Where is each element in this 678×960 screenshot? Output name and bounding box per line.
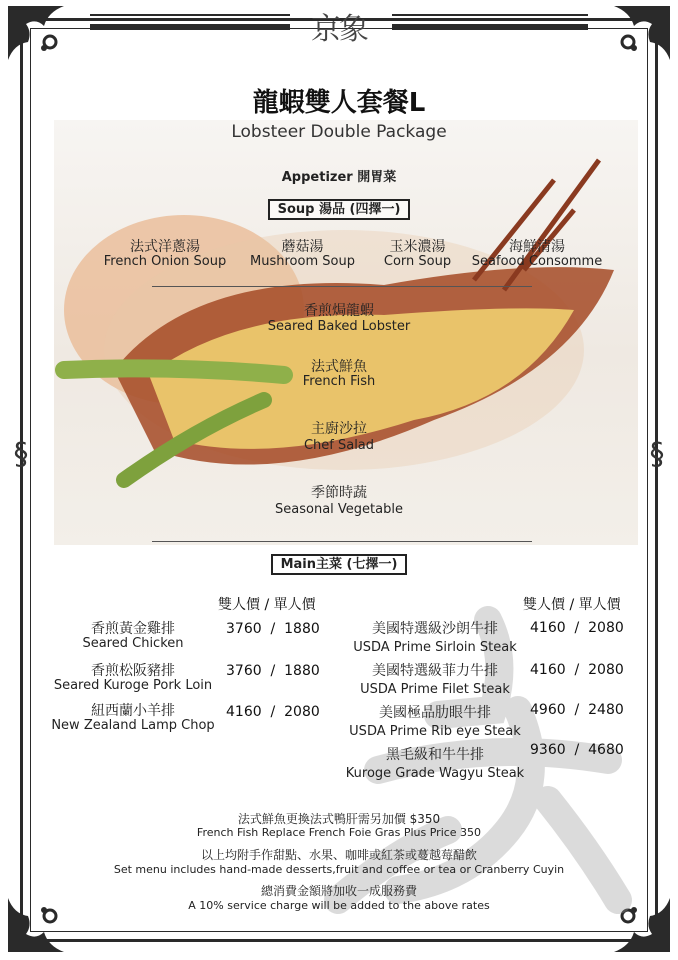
side-scroll-ornament-right: § xyxy=(649,437,665,472)
top-bar-right xyxy=(392,24,588,30)
soup-1-zh: 法式洋蔥湯 xyxy=(130,239,200,255)
main-left-1-en: Seared Chicken xyxy=(82,636,184,651)
soup-heading: Soup 湯品 (四擇一) xyxy=(268,199,411,220)
appetizer-label: Appetizer 開胃菜 xyxy=(281,170,397,185)
menu-title-zh: 龍蝦雙人套餐L xyxy=(252,88,426,118)
main-heading-wrap xyxy=(0,553,678,572)
main-left-3-zh: 紐西蘭小羊排 xyxy=(91,703,175,719)
main-right-1-zh: 美國特選級沙朗牛排 xyxy=(372,621,498,637)
course-4-zh: 季節時蔬 xyxy=(311,485,367,501)
soup-2-en: Mushroom Soup xyxy=(250,254,355,269)
main-right-2-zh: 美國特選級菲力牛排 xyxy=(372,663,498,679)
soup-2-zh: 蘑菇湯 xyxy=(281,239,324,255)
main-left-2-price: 3760 / 1880 xyxy=(226,663,320,679)
course-3-en: Chef Salad xyxy=(303,438,375,453)
side-scroll-ornament-left: § xyxy=(13,437,29,472)
main-right-4-en: Kuroge Grade Wagyu Steak xyxy=(345,766,525,781)
main-left-1-zh: 香煎黃金雞排 xyxy=(91,621,175,637)
main-right-2-price: 4160 / 2080 xyxy=(530,662,624,678)
divider-soup xyxy=(152,286,532,287)
main-left-1-price: 3760 / 1880 xyxy=(226,621,320,637)
main-left-2-zh: 香煎松阪豬排 xyxy=(91,663,175,679)
note-1-zh: 法式鮮魚更換法式鴨肝需另加價 $350 xyxy=(237,812,441,826)
note-1-en: French Fish Replace French Foie Gras Plus Price 350 xyxy=(196,826,482,839)
main-left-3-en: New Zealand Lamp Chop xyxy=(51,718,215,733)
main-right-4-price: 9360 / 4680 xyxy=(530,742,624,758)
note-3-zh: 總消費金額將加收一成服務費 xyxy=(260,884,417,898)
course-2-zh: 法式鮮魚 xyxy=(311,359,367,375)
main-right-3-zh: 美國極品肋眼牛排 xyxy=(379,705,491,721)
main-left-2-en: Seared Kuroge Pork Loin xyxy=(53,678,213,693)
soup-3-en: Corn Soup xyxy=(383,254,452,269)
corner-ornament-top-right xyxy=(594,2,674,82)
soup-1-en: French Onion Soup xyxy=(103,254,227,269)
course-2-en: French Fish xyxy=(302,374,376,389)
soup-4-zh: 海鮮清湯 xyxy=(509,239,565,255)
note-3-en: A 10% service charge will be added to the above rates xyxy=(188,899,490,912)
course-3-zh: 主廚沙拉 xyxy=(311,421,367,437)
course-4-en: Seasonal Vegetable xyxy=(275,502,403,517)
soup-heading-wrap xyxy=(0,198,678,217)
restaurant-logo: 京象 xyxy=(311,12,367,47)
main-right-4-zh: 黑毛級和牛牛排 xyxy=(386,747,484,763)
corner-ornament-top-left xyxy=(4,2,84,82)
soup-3-zh: 玉米濃湯 xyxy=(389,239,446,255)
main-right-1-price: 4160 / 2080 xyxy=(530,620,624,636)
course-1-zh: 香煎焗龍蝦 xyxy=(304,303,374,319)
note-2-en: Set menu includes hand-made desserts,fruit and coffee or tea or Cranberry Cuyin xyxy=(113,863,565,876)
soup-4-en: Seafood Consomme xyxy=(471,254,603,269)
note-2-zh: 以上均附手作甜點、水果、咖啡或紅茶或蔓越莓醋飲 xyxy=(200,848,477,862)
price-header-left: 雙人價 / 單人價 xyxy=(218,597,316,613)
main-heading: Main主菜 (七擇一) xyxy=(271,554,408,575)
main-right-3-en: USDA Prime Rib eye Steak xyxy=(349,724,521,739)
main-left-3-price: 4160 / 2080 xyxy=(226,704,320,720)
divider-main xyxy=(152,541,532,542)
price-header-right: 雙人價 / 單人價 xyxy=(523,597,621,613)
main-right-3-price: 4960 / 2480 xyxy=(530,702,624,718)
menu-title-en: Lobsteer Double Package xyxy=(231,122,447,142)
top-bar-left xyxy=(90,24,290,30)
main-right-2-en: USDA Prime Filet Steak xyxy=(360,682,510,697)
course-1-en: Seared Baked Lobster xyxy=(267,319,411,334)
main-right-1-en: USDA Prime Sirloin Steak xyxy=(353,640,517,655)
